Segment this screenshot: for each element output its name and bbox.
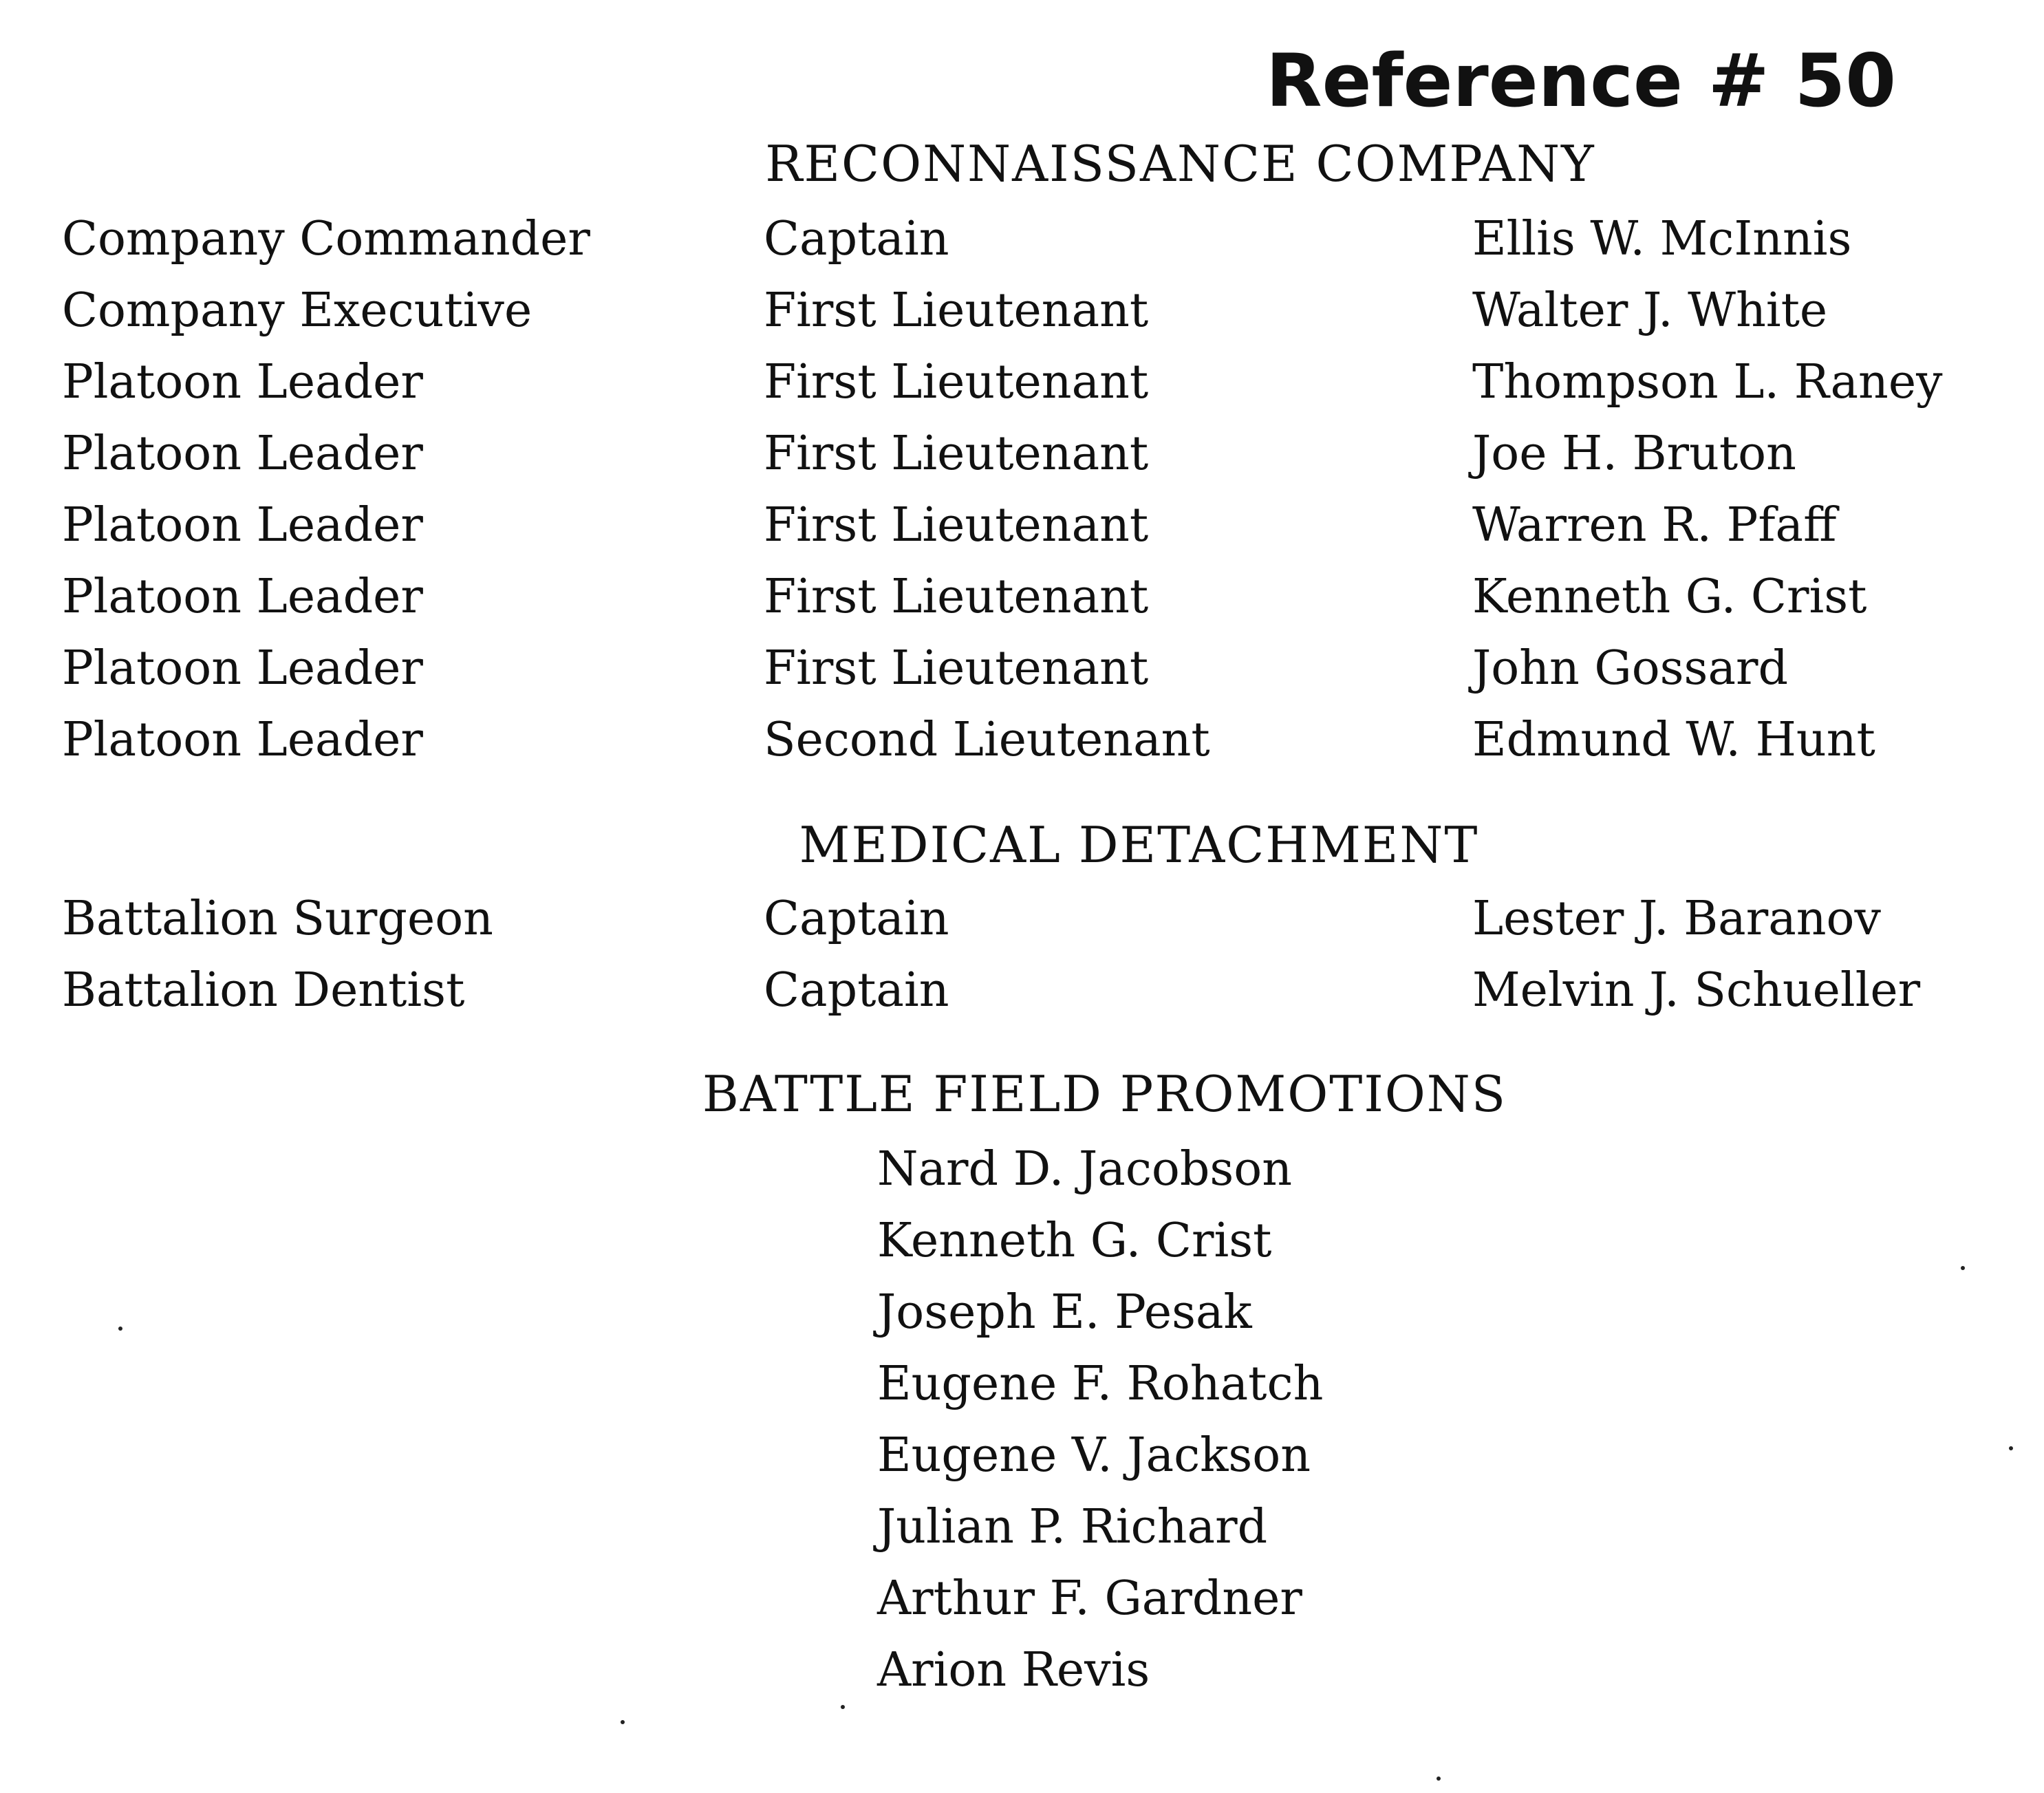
position-title: Platoon Leader (62, 641, 423, 696)
rank: Captain (764, 212, 949, 266)
officer-name: Melvin J. Schueller (1472, 963, 1921, 1018)
officer-name: Joe H. Bruton (1472, 427, 1796, 481)
list-item: Nard D. Jacobson (877, 1142, 1293, 1196)
officer-name: Edmund W. Hunt (1472, 713, 1875, 767)
battle-field-promotions-heading: BATTLE FIELD PROMOTIONS (702, 1065, 1507, 1123)
battle-field-promotions-list (877, 1134, 1703, 1706)
roster-row (0, 418, 2044, 490)
scan-speck (1961, 1266, 1965, 1270)
roster-row (0, 347, 2044, 418)
rank: Captain (764, 892, 949, 946)
position-title: Company Executive (62, 283, 532, 338)
rank: Second Lieutenant (764, 713, 1210, 767)
rank: First Lieutenant (764, 641, 1149, 696)
position-title: Platoon Leader (62, 713, 423, 767)
position-title: Platoon Leader (62, 355, 423, 409)
rank: First Lieutenant (764, 283, 1149, 338)
list-item: Eugene F. Rohatch (877, 1357, 1324, 1411)
rank: First Lieutenant (764, 355, 1149, 409)
list-item: Julian P. Richard (877, 1500, 1268, 1554)
list-item: Joseph E. Pesak (877, 1285, 1252, 1340)
list-item: Eugene V. Jackson (877, 1428, 1311, 1483)
scan-speck (621, 1720, 625, 1724)
roster-row (0, 633, 2044, 705)
roster-row (0, 955, 2044, 1027)
officer-name: Walter J. White (1472, 283, 1828, 338)
position-title: Platoon Leader (62, 498, 423, 552)
reconnaissance-company-heading: RECONNAISSANCE COMPANY (765, 135, 1595, 193)
medical-detachment-heading: MEDICAL DETACHMENT (799, 816, 1479, 874)
scan-speck (118, 1327, 122, 1331)
position-title: Battalion Dentist (62, 963, 465, 1018)
position-title: Platoon Leader (62, 427, 423, 481)
position-title: Battalion Surgeon (62, 892, 493, 946)
reconnaissance-roster (0, 204, 2044, 776)
position-title: Platoon Leader (62, 570, 423, 624)
officer-name: Ellis W. McInnis (1472, 212, 1852, 266)
roster-row (0, 275, 2044, 347)
officer-name: Lester J. Baranov (1472, 892, 1881, 946)
scan-speck (2009, 1446, 2013, 1450)
rank: First Lieutenant (764, 498, 1149, 552)
roster-row (0, 883, 2044, 955)
roster-row (0, 561, 2044, 633)
officer-name: Thompson L. Raney (1472, 355, 1943, 409)
roster-row (0, 705, 2044, 776)
scan-speck (841, 1705, 845, 1709)
list-item: Arion Revis (877, 1643, 1150, 1697)
list-item: Kenneth G. Crist (877, 1214, 1272, 1268)
rank: Captain (764, 963, 949, 1018)
roster-row (0, 490, 2044, 561)
list-item: Arthur F. Gardner (877, 1571, 1302, 1626)
medical-roster (0, 883, 2044, 1027)
officer-name: Kenneth G. Crist (1472, 570, 1867, 624)
position-title: Company Commander (62, 212, 590, 266)
officer-name: John Gossard (1472, 641, 1789, 696)
roster-row (0, 204, 2044, 275)
reference-number: Reference # 50 (1266, 39, 1897, 123)
rank: First Lieutenant (764, 427, 1149, 481)
officer-name: Warren R. Pfaff (1472, 498, 1837, 552)
rank: First Lieutenant (764, 570, 1149, 624)
scan-speck (1437, 1776, 1441, 1781)
